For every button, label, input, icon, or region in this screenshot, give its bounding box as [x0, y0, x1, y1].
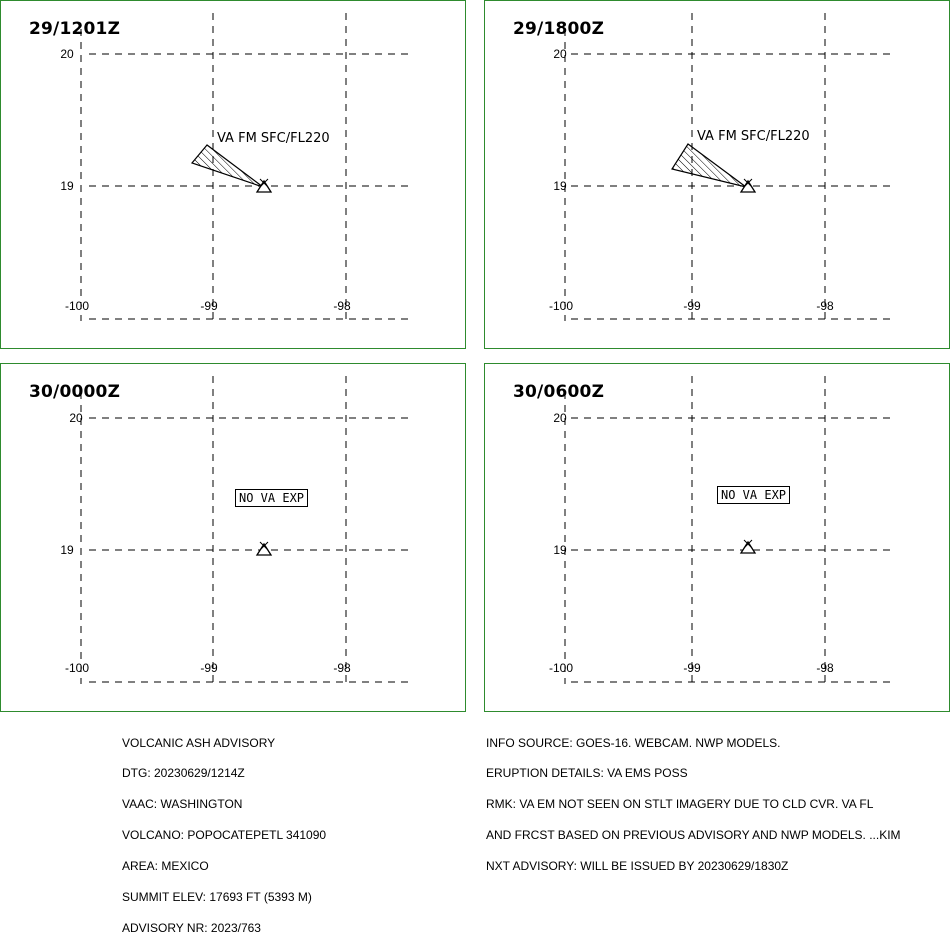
ash-cloud-polygon — [192, 145, 263, 187]
lon-label-minus100: -100 — [64, 661, 90, 675]
lon-label-minus98: -98 — [816, 299, 834, 313]
ash-cloud-polygon — [672, 144, 746, 187]
valid-time: 30/0000Z — [29, 382, 121, 402]
valid-time: 29/1201Z — [29, 19, 121, 39]
lon-label-minus99: -99 — [200, 299, 218, 313]
map-grid — [1, 1, 467, 350]
advisory-line: AREA: MEXICO — [122, 859, 209, 874]
volcano-icon — [257, 542, 271, 555]
lat-label-19: 19 — [60, 543, 74, 557]
no-va-expected-label: NO VA EXP — [235, 489, 308, 507]
lon-label-minus100: -100 — [548, 661, 574, 675]
lat-label-20: 20 — [553, 47, 567, 61]
lat-label-19: 19 — [553, 179, 567, 193]
map-grid — [485, 364, 950, 713]
lon-label-minus100: -100 — [548, 299, 574, 313]
advisory-line: AND FRCST BASED ON PREVIOUS ADVISORY AND NWP MODELS. ...KIM — [486, 828, 901, 843]
lon-label-minus98: -98 — [333, 661, 351, 675]
lat-label-20: 20 — [69, 411, 83, 425]
advisory-line: VOLCANIC ASH ADVISORY — [122, 735, 276, 750]
volcano-icon — [741, 540, 755, 553]
advisory-line: ADVISORY NR: 2023/763 — [122, 920, 261, 935]
advisory-line: ERUPTION DETAILS: VA EMS POSS — [486, 766, 688, 781]
ash-label: VA FM SFC/FL220 — [217, 131, 330, 146]
advisory-line: VAAC: WASHINGTON — [122, 797, 243, 812]
map-grid — [1, 364, 467, 713]
lat-label-20: 20 — [553, 411, 567, 425]
map-grid — [485, 1, 950, 350]
valid-time: 29/1800Z — [513, 19, 605, 39]
no-va-expected-label: NO VA EXP — [717, 486, 790, 504]
lon-label-minus99: -99 — [200, 661, 218, 675]
lon-label-minus99: -99 — [683, 299, 701, 313]
lat-label-20: 20 — [60, 47, 74, 61]
valid-time: 30/0600Z — [513, 382, 605, 402]
map-panel-2 — [484, 0, 950, 349]
advisory-remarks-block — [486, 717, 901, 882]
ash-label: VA FM SFC/FL220 — [697, 129, 810, 144]
lat-label-19: 19 — [60, 179, 74, 193]
map-panel-3 — [0, 363, 466, 712]
lon-label-minus98: -98 — [816, 661, 834, 675]
advisory-line: VOLCANO: POPOCATEPETL 341090 — [122, 828, 327, 843]
map-panel-1 — [0, 0, 466, 349]
advisory-line: INFO SOURCE: GOES-16. WEBCAM. NWP MODELS. — [486, 735, 781, 750]
advisory-line: DTG: 20230629/1214Z — [122, 766, 245, 781]
advisory-header-block — [122, 717, 326, 944]
lon-label-minus98: -98 — [333, 299, 351, 313]
lon-label-minus99: -99 — [683, 661, 701, 675]
advisory-line: NXT ADVISORY: WILL BE ISSUED BY 20230629/1830Z — [486, 859, 789, 874]
lat-label-19: 19 — [553, 543, 567, 557]
lon-label-minus100: -100 — [64, 299, 90, 313]
advisory-line: SUMMIT ELEV: 17693 FT (5393 M) — [122, 890, 312, 905]
advisory-line: RMK: VA EM NOT SEEN ON STLT IMAGERY DUE TO CLD CVR. VA FL — [486, 797, 874, 812]
map-panel-4 — [484, 363, 950, 712]
